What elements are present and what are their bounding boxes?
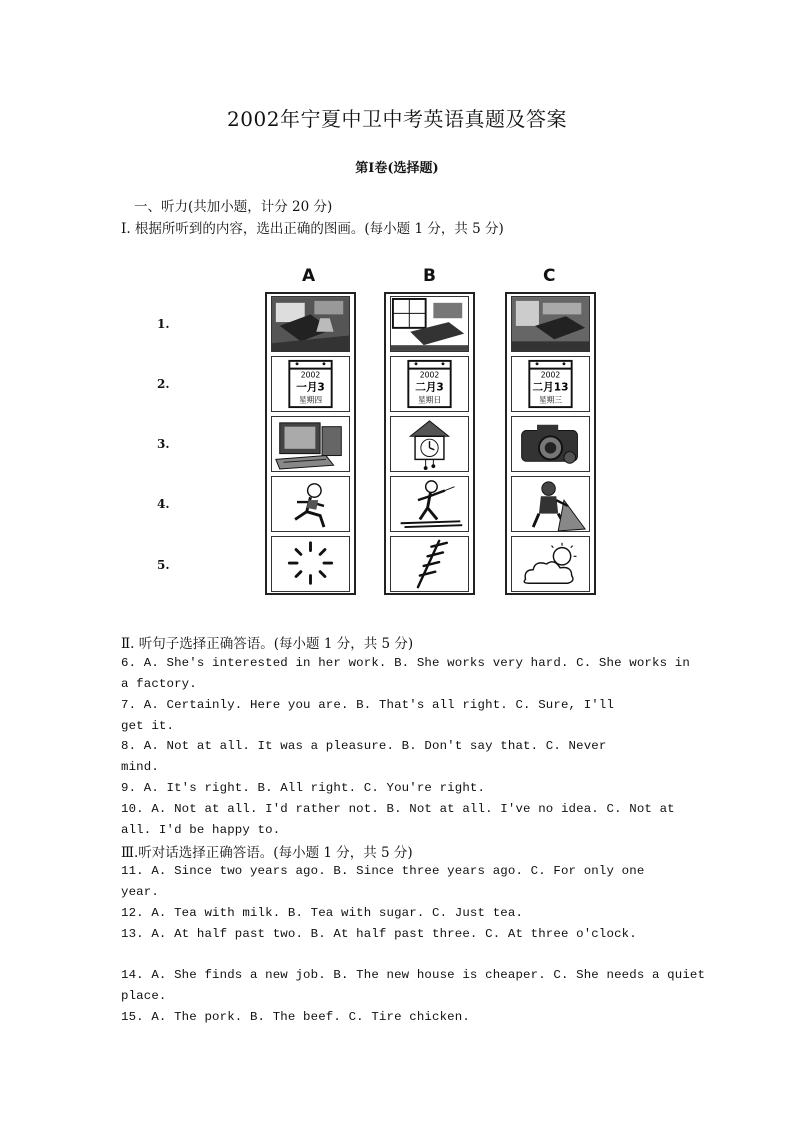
- question-line: mind.: [121, 760, 159, 774]
- picture-1b: [390, 296, 469, 352]
- question-line: 9. A. It's right. B. All right. C. You're right.: [121, 781, 486, 795]
- picture-4c: [511, 476, 590, 532]
- calendar-year-text: 2002: [419, 370, 440, 380]
- room-scene-icon: [512, 297, 589, 351]
- picture-2c: [511, 356, 590, 412]
- row-number-1: 1.: [157, 317, 170, 331]
- calendar-weekday-text: 星期三: [538, 395, 563, 405]
- column-header-c: C: [543, 266, 556, 286]
- room-scene-icon: [391, 297, 468, 351]
- question-line: 11. A. Since two years ago. B. Since three years ago. C. For only one: [121, 864, 645, 878]
- calendar-year-text: 2002: [300, 370, 321, 380]
- picture-2b: [390, 356, 469, 412]
- row-number-4: 4.: [157, 497, 170, 511]
- calendar-weekday-text: 星期四: [298, 395, 323, 405]
- question-line: 15. A. The pork. B. The beef. C. Tire chicken.: [121, 1010, 470, 1024]
- picture-2a: [271, 356, 350, 412]
- computer-icon: [272, 417, 349, 471]
- question-line: 8. A. Not at all. It was a pleasure. B. Don't say that. C. Never: [121, 739, 607, 753]
- question-line: 12. A. Tea with milk. B. Tea with sugar. C. Just tea.: [121, 906, 524, 920]
- column-header-b: B: [423, 266, 436, 286]
- row-number-2: 2.: [157, 377, 170, 391]
- room-scene-icon: [272, 297, 349, 351]
- page-title: 2002年宁夏中卫中考英语真题及答案: [227, 107, 567, 131]
- picture-column-a: [265, 292, 356, 595]
- calendar-icon: [391, 357, 468, 411]
- question-line: place.: [121, 989, 167, 1003]
- listening-heading: 一、听力(共加小题，计分 20 分): [134, 199, 333, 215]
- picture-column-b: [384, 292, 475, 595]
- picture-3b: [390, 416, 469, 472]
- rain-icon: [391, 537, 468, 591]
- calendar-icon: [512, 357, 589, 411]
- question-line: all. I'd be happy to.: [121, 823, 281, 837]
- question-line: get it.: [121, 719, 175, 733]
- calendar-date-text: 二月13: [532, 381, 569, 394]
- calendar-weekday-text: 星期日: [417, 395, 442, 405]
- question-line: 6. A. She's interested in her work. B. She works very hard. C. She works in: [121, 656, 690, 670]
- picture-3c: [511, 416, 590, 472]
- cuckoo-clock-icon: [391, 417, 468, 471]
- row-number-5: 5.: [157, 558, 170, 572]
- calendar-year-text: 2002: [540, 370, 561, 380]
- question-line: 14. A. She finds a new job. B. The new house is cheaper. C. She needs a quiet: [121, 968, 706, 982]
- picture-column-c: [505, 292, 596, 595]
- picture-3a: [271, 416, 350, 472]
- row-number-3: 3.: [157, 437, 170, 451]
- picture-5c: [511, 536, 590, 592]
- calendar-date-text: 一月3: [296, 381, 325, 394]
- picture-4b: [390, 476, 469, 532]
- picture-1a: [271, 296, 350, 352]
- calendar-icon: [272, 357, 349, 411]
- picture-5a: [271, 536, 350, 592]
- picture-1c: [511, 296, 590, 352]
- question-line: year.: [121, 885, 159, 899]
- camera-icon: [512, 417, 589, 471]
- part3-instruction: Ⅲ.听对话选择正确答语。(每小题 1 分，共 5 分): [121, 845, 413, 861]
- skiing-person-icon: [391, 477, 468, 531]
- question-line: 7. A. Certainly. Here you are. B. That's all right. C. Sure, I'll: [121, 698, 615, 712]
- running-person-icon: [272, 477, 349, 531]
- part2-instruction: Ⅱ. 听句子选择正确答语。(每小题 1 分，共 5 分): [121, 636, 414, 652]
- climbing-person-icon: [512, 477, 589, 531]
- question-line: a factory.: [121, 677, 197, 691]
- section-subtitle: 第I卷(选择题): [355, 161, 439, 176]
- calendar-date-text: 二月3: [415, 381, 444, 394]
- question-line: 10. A. Not at all. I'd rather not. B. Not at all. I've no idea. C. Not at: [121, 802, 675, 816]
- sun-rays-icon: [272, 537, 349, 591]
- picture-5b: [390, 536, 469, 592]
- part1-instruction: I. 根据所听到的内容，选出正确的图画。(每小题 1 分，共 5 分): [121, 221, 504, 237]
- column-header-a: A: [302, 266, 316, 286]
- question-line: 13. A. At half past two. B. At half past three. C. At three o'clock.: [121, 927, 637, 941]
- cloud-sun-icon: [512, 537, 589, 591]
- picture-4a: [271, 476, 350, 532]
